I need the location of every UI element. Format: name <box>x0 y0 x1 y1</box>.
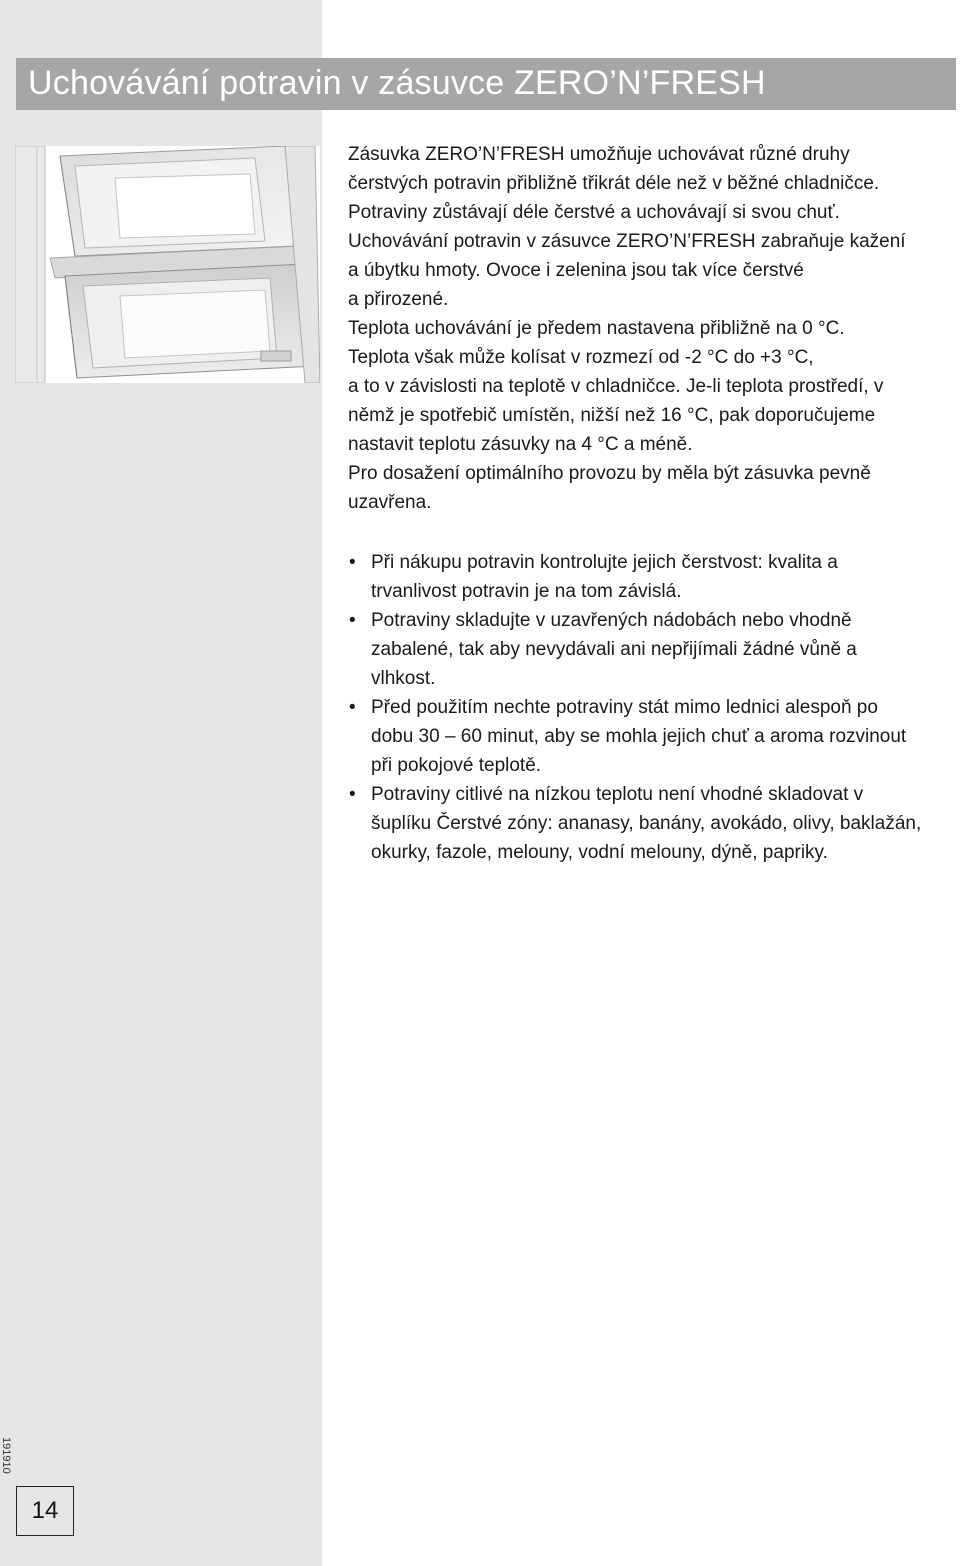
list-item-line: vlhkost. <box>371 668 436 689</box>
page-title: Uchovávání potravin v zásuvce ZERO’N’FRESH <box>28 64 766 102</box>
list-item-line: Potraviny citlivé na nízkou teplotu není vhodné skladovat v <box>371 784 864 805</box>
intro-line: Uchovávání potravin v zásuvce ZERO’N’FRESH zabraňuje kažení <box>348 231 906 252</box>
fridge-drawer-illustration <box>15 146 320 383</box>
intro-line: a to v závislosti na teplotě v chladničce. Je-li teplota prostředí, v <box>348 376 884 397</box>
bullet-marker: • <box>349 552 356 573</box>
intro-line: Zásuvka ZERO’N’FRESH umožňuje uchovávat různé druhy <box>348 144 850 165</box>
list-item-line: šuplíku Čerstvé zóny: ananasy, banány, avokádo, olivy, baklažán, <box>371 813 922 834</box>
list-item-line: zabalené, tak aby nevydávali ani nepřijímali žádné vůně a <box>371 639 857 660</box>
intro-line: a přirozené. <box>348 289 449 310</box>
intro-line: a úbytku hmoty. Ovoce i zelenina jsou tak více čerstvé <box>348 260 804 281</box>
list-item-line: trvanlivost potravin je na tom závislá. <box>371 581 682 602</box>
intro-line: čerstvých potravin přibližně třikrát déle než v běžné chladničce. <box>348 173 880 194</box>
page-number-label: 14 <box>31 1497 59 1524</box>
bullet-marker: • <box>349 784 356 805</box>
intro-line: Teplota uchovávání je předem nastavena přibližně na 0 °C. <box>348 318 845 339</box>
list-item <box>348 548 960 606</box>
bullet-marker: • <box>349 697 356 718</box>
list-item-line: při pokojové teplotě. <box>371 755 542 776</box>
intro-text <box>348 140 958 517</box>
list-item-line: Při nákupu potravin kontrolujte jejich čerstvost: kvalita a <box>371 552 838 573</box>
list-item-line: okurky, fazole, melouny, vodní melouny, dýně, papriky. <box>371 842 828 863</box>
list-item-line: Potraviny skladujte v uzavřených nádobách nebo vhodně <box>371 610 852 631</box>
intro-line: němž je spotřebič umístěn, nižší než 16 °C, pak doporučujeme <box>348 405 876 426</box>
title-bar <box>16 58 956 110</box>
intro-line: Potraviny zůstávají déle čerstvé a uchovávají si svou chuť. <box>348 202 840 223</box>
intro-line: uzavřena. <box>348 492 432 513</box>
list-item-line: Před použitím nechte potraviny stát mimo lednici alespoň po <box>371 697 878 718</box>
bullet-marker: • <box>349 610 356 631</box>
list-item <box>348 693 960 780</box>
intro-line: Pro dosažení optimálního provozu by měla být zásuvka pevně <box>348 463 871 484</box>
list-item <box>348 606 960 693</box>
intro-line: Teplota však může kolísat v rozmezí od -2 °C do +3 °C, <box>348 347 814 368</box>
intro-line: nastavit teplotu zásuvky na 4 °C a méně. <box>348 434 693 455</box>
fridge-drawer-icon <box>15 146 320 383</box>
page-number <box>16 1486 74 1536</box>
list-item <box>348 780 960 867</box>
list-item-line: dobu 30 – 60 minut, aby se mohla jejich chuť a aroma rozvinout <box>371 726 907 747</box>
tips-list <box>348 548 960 867</box>
document-code: 191910 <box>0 1437 12 1474</box>
